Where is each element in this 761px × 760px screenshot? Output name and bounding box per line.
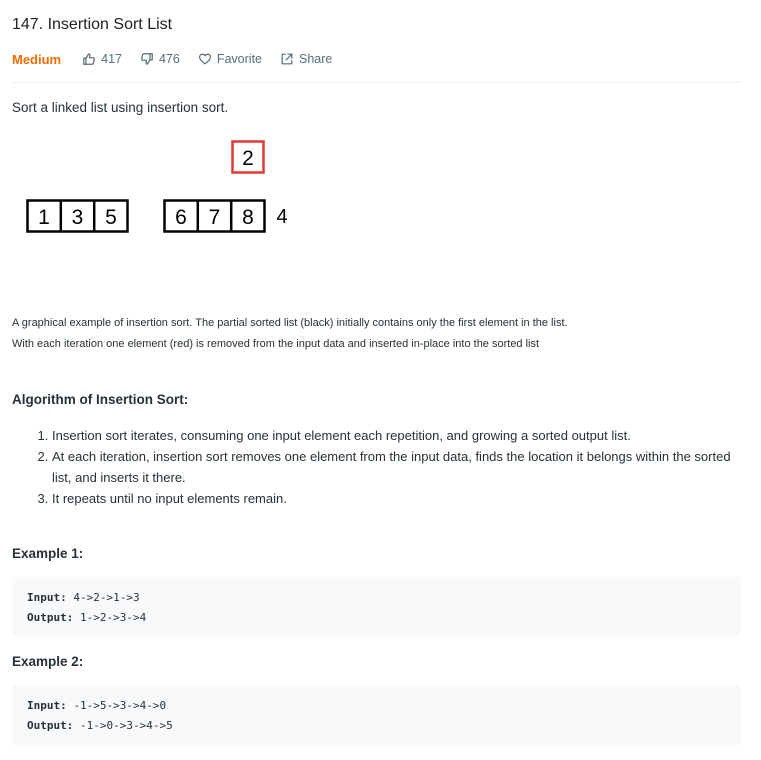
output-label: Output: (27, 719, 74, 732)
header-divider (12, 82, 741, 83)
like-count: 417 (101, 52, 122, 66)
trailing-value: 4 (276, 206, 288, 228)
problem-meta-bar (12, 50, 350, 68)
figure-caption-line: With each iteration one element (red) is removed from the input data and inserted in-place into the sorted list (12, 338, 540, 350)
algorithm-step: 3. It repeats until no input elements remain. (52, 488, 741, 509)
share-button[interactable] (280, 52, 332, 66)
problem-title: 147. Insertion Sort List (12, 16, 173, 33)
example-input-line (27, 588, 726, 608)
algorithm-steps (12, 425, 741, 509)
thumbs-up-icon (82, 52, 96, 66)
algorithm-step: 1. Insertion sort iterates, consuming one input element each repetition, and growing a sorted output list. (52, 425, 741, 446)
example-code-block (12, 577, 741, 637)
example-output-line (27, 608, 726, 628)
figure-caption-line: A graphical example of insertion sort. The partial sorted list (black) initially contains only the first element in the list. (12, 317, 568, 329)
sorted-cell-value: 1 (38, 206, 50, 229)
thumbs-down-icon (140, 52, 154, 66)
algorithm-heading: Algorithm of Insertion Sort: (12, 392, 189, 407)
example-heading: Example 1: (12, 546, 84, 561)
problem-description: Sort a linked list using insertion sort. (12, 100, 229, 115)
difficulty-badge: Medium (12, 51, 62, 67)
input-label: Input: (27, 591, 67, 604)
heart-icon (198, 52, 212, 66)
output-value: -1->0->3->4->5 (73, 719, 173, 732)
output-value: 1->2->3->4 (73, 611, 147, 624)
example-code-block (12, 685, 741, 745)
remaining-cell-value: 8 (242, 206, 254, 229)
remaining-cell-value: 7 (208, 206, 221, 229)
input-value: 4->2->1->3 (66, 591, 140, 604)
favorite-label: Favorite (216, 52, 262, 66)
input-label: Input: (27, 699, 67, 712)
sorted-cell-value: 3 (71, 206, 84, 229)
input-value: -1->5->3->4->0 (66, 699, 167, 712)
output-label: Output: (27, 611, 74, 624)
sorted-cell-value: 5 (105, 206, 117, 229)
example-output-line (27, 716, 726, 736)
favorite-button[interactable] (198, 52, 262, 66)
algorithm-step: 2. At each iteration, insertion sort removes one element from the input data, finds the location it belongs within the sorted list, and inserts it there. (52, 446, 741, 488)
dislike-count: 476 (158, 52, 180, 66)
share-label: Share (299, 52, 333, 66)
example-input-line (27, 696, 726, 716)
insertion-sort-figure (12, 130, 312, 250)
remaining-cell-value: 6 (175, 206, 187, 229)
share-icon (280, 52, 294, 66)
highlighted-cell-value: 2 (242, 147, 254, 170)
like-button[interactable] (82, 52, 122, 66)
example-heading: Example 2: (12, 654, 84, 669)
dislike-button[interactable] (140, 52, 180, 66)
